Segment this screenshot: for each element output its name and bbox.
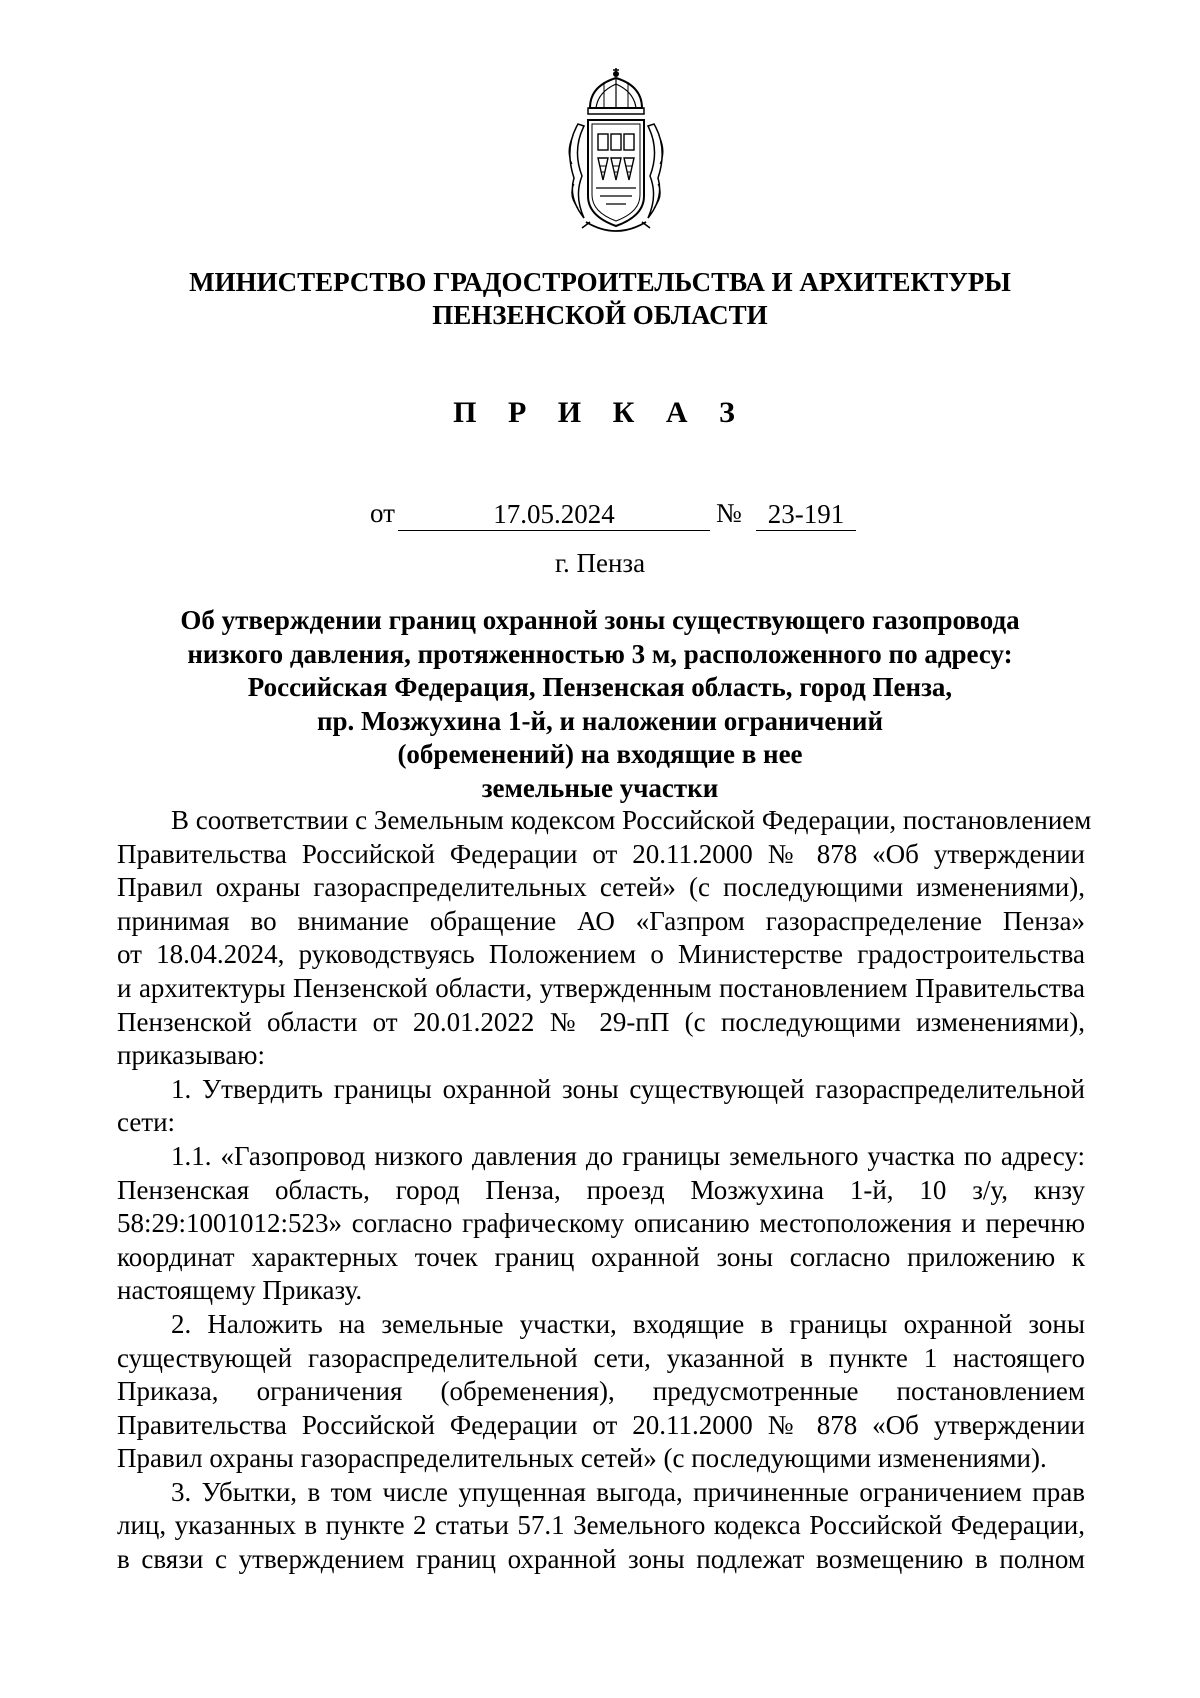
body-line: принимая во внимание обращение АО «Газпром газораспределение Пенза» — [117, 905, 1085, 936]
body-line: приказываю: — [117, 1040, 265, 1071]
document-number: 23-191 — [756, 498, 856, 531]
body-line: Пензенской области от 20.01.2022 № 29-пП (с последующими изменениями), — [117, 1006, 1085, 1037]
body-line: координат характерных точек границ охранной зоны согласно приложению к — [117, 1241, 1085, 1272]
body-line: лиц, указанных в пункте 2 статьи 57.1 Земельного кодекса Российской Федерации, — [117, 1510, 1085, 1541]
subject-line: Об утверждении границ охранной зоны существующего газопровода — [180, 605, 1020, 635]
document-date: 17.05.2024 — [398, 498, 710, 531]
body-line: Правил охраны газораспределительных сетей» (с последующими изменениями). — [117, 1443, 1047, 1474]
body-line: настоящему Приказу. — [117, 1275, 363, 1306]
ministry-name-line-2: ПЕНЗЕНСКОЙ ОБЛАСТИ — [432, 300, 768, 330]
date-label: от — [370, 498, 395, 528]
body-line: и архитектуры Пензенской области, утвержденным постановлением Правительства — [117, 972, 1085, 1003]
document-subject — [150, 604, 1050, 805]
subject-line: Российская Федерация, Пензенская область, город Пенза, — [247, 672, 953, 702]
body-line: существующей газораспределительной сети, указанной в пункте 1 настоящего — [117, 1342, 1085, 1373]
body-line: Правительства Российской Федерации от 20.11.2000 № 878 «Об утверждении — [117, 838, 1085, 869]
body-line: в связи с утверждением границ охранной зоны подлежат возмещению в полном — [117, 1544, 1085, 1575]
coat-of-arms-emblem — [560, 68, 672, 240]
document-city: г. Пенза — [554, 548, 646, 578]
ministry-name-line-1: МИНИСТЕРСТВО ГРАДОСТРОИТЕЛЬСТВА И АРХИТЕКТУРЫ — [189, 267, 1011, 297]
body-line: Правительства Российской Федерации от 20.11.2000 № 878 «Об утверждении — [117, 1409, 1085, 1440]
body-line: 1. Утвердить границы охранной зоны существующей газораспределительной — [171, 1073, 1085, 1104]
body-line: 3. Убытки, в том числе упущенная выгода, причиненные ограничением прав — [171, 1476, 1085, 1507]
body-line: В соответствии с Земельным кодексом Российской Федерации, постановлением — [171, 805, 1092, 835]
subject-line: земельные участки — [481, 772, 719, 803]
body-line: Пензенская область, город Пенза, проезд Мозжухина 1-й, 10 з/у, кнзу — [117, 1174, 1085, 1205]
body-line: 1.1. «Газопровод низкого давления до границы земельного участка по адресу: — [171, 1140, 1085, 1171]
number-label: № — [716, 498, 742, 528]
body-line: Правил охраны газораспределительных сетей» (с последующими изменениями), — [117, 872, 1085, 903]
ministry-name — [120, 266, 1080, 332]
body-line: от 18.04.2024, руководствуясь Положением о Министерстве градостроительства — [117, 939, 1085, 970]
date-number-line — [0, 498, 1200, 538]
subject-line: пр. Мозжухина 1-й, и наложении ограничений — [316, 705, 884, 736]
body-line: 2. Наложить на земельные участки, входящие в границы охранной зоны — [171, 1308, 1085, 1339]
body-line: Приказа, ограничения (обременения), предусмотренные постановлением — [117, 1376, 1085, 1407]
body-line: 58:29:1001012:523» согласно графическому описанию местоположения и перечню — [117, 1208, 1085, 1239]
subject-line: (обременений) на входящие в нее — [397, 739, 803, 769]
body-line: сети: — [117, 1107, 176, 1138]
subject-line: низкого давления, протяженностью 3 м, расположенного по адресу: — [187, 638, 1013, 669]
document-type-title: П Р И К А З — [453, 396, 747, 429]
document-body — [117, 804, 1092, 1577]
